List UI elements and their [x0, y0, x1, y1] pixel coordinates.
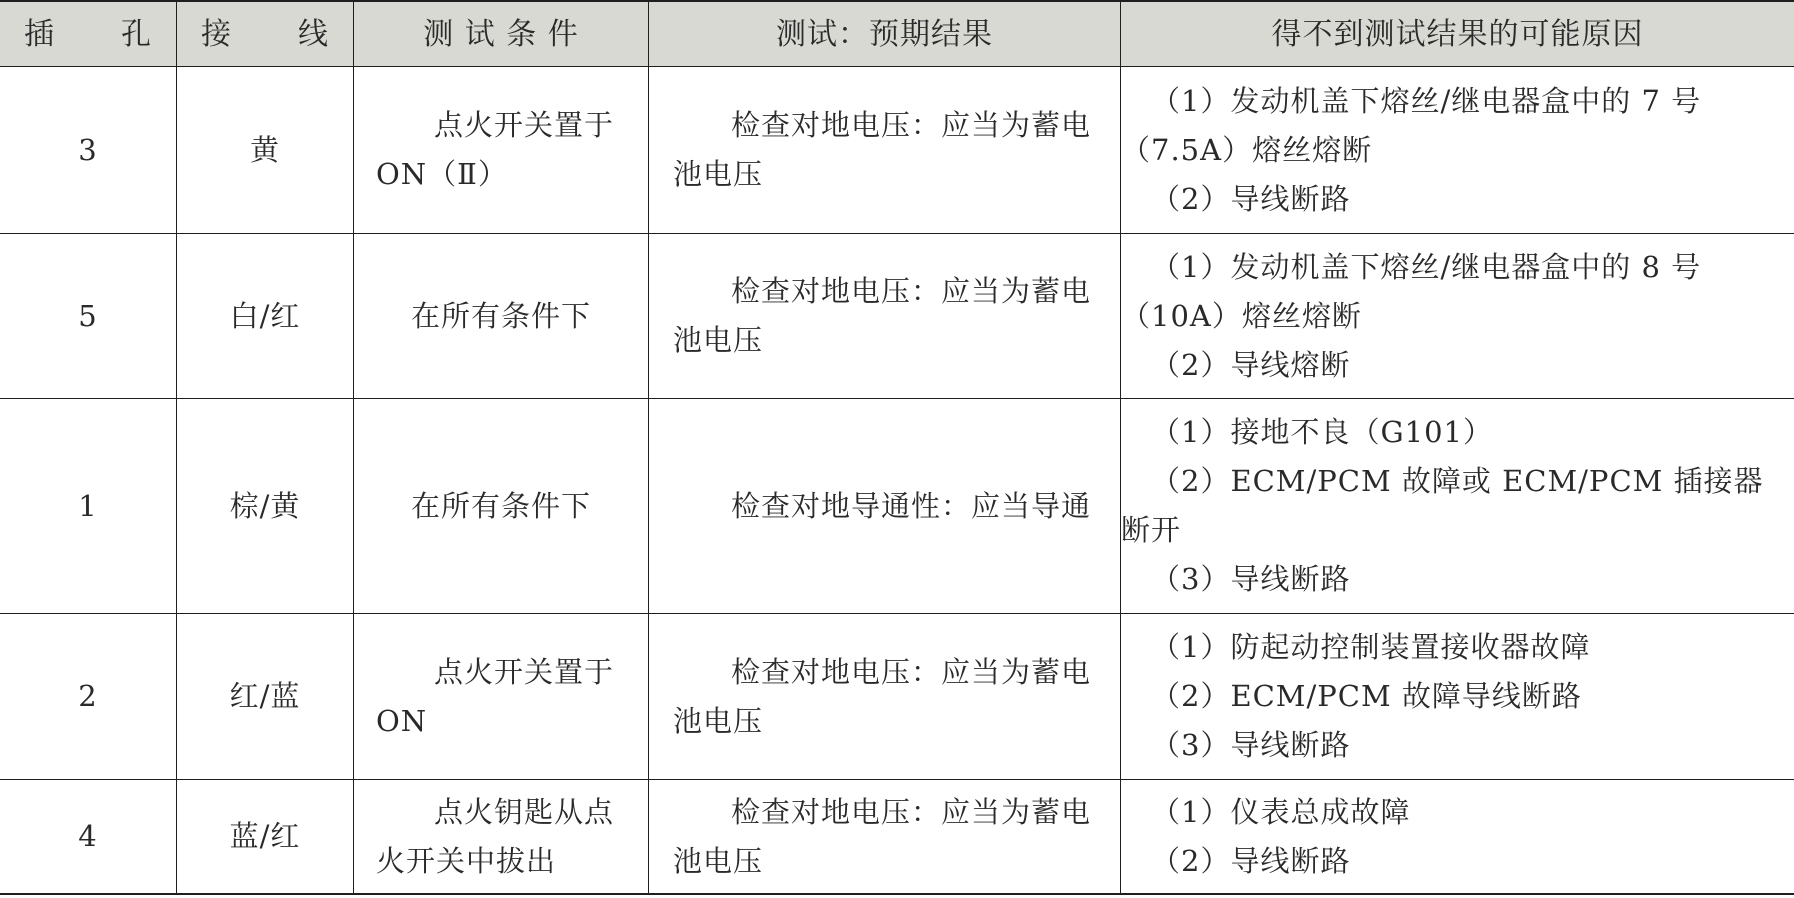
header-pin-char-1: 插: [24, 16, 55, 52]
row-3-expected: [649, 399, 1120, 613]
row-2-causes: [1121, 234, 1794, 398]
row-4-expected: [649, 614, 1120, 779]
row-5-cause-line: （1）仪表总成故障: [1151, 794, 1411, 829]
header-test-condition: 测 试 条 件: [423, 16, 579, 52]
row-5-cause-line: （2）导线断路: [1151, 843, 1351, 878]
row-5-condition-text: 点火钥匙从点火开关中拔出: [376, 794, 615, 878]
row-2-cause-line: （10A）熔丝熔断: [1121, 298, 1362, 333]
row-1-condition-text: 点火开关置于 ON（Ⅱ）: [376, 108, 615, 191]
row-2-pin: 5: [78, 298, 98, 333]
row-3-expected-text: 检查对地导通性：应当导通: [731, 488, 1092, 523]
row-2-condition: 在所有条件下: [410, 298, 591, 333]
row-5-wire: 蓝/红: [229, 819, 301, 853]
row-5-causes: [1121, 780, 1794, 893]
row-1-expected: [649, 67, 1120, 233]
row-3-wire: 棕/黄: [229, 488, 301, 523]
row-2-cause-line: （1）发动机盖下熔丝/继电器盒中的 8 号: [1151, 249, 1702, 284]
row-3-condition: 在所有条件下: [410, 488, 591, 523]
header-wire: [177, 2, 353, 66]
row-2-cause-line: （2）导线熔断: [1151, 347, 1351, 382]
row-4-wire: 红/蓝: [229, 679, 301, 713]
row-4-cause-line: （2）ECM/PCM 故障导线断路: [1151, 679, 1582, 713]
row-1-cause-line: （7.5A）熔丝熔断: [1121, 132, 1373, 167]
row-3-cause-line: 断开: [1121, 513, 1182, 547]
row-2-wire: 白/红: [229, 298, 301, 333]
row-2-expected: [649, 234, 1120, 398]
header-expected-result: 测试：预期结果: [776, 16, 993, 52]
row-4-condition: [354, 614, 648, 779]
row-4-cause-line: （3）导线断路: [1151, 728, 1351, 762]
row-5-expected: [649, 780, 1120, 893]
row-1-condition: [354, 67, 648, 233]
row-1-cause-line: （1）发动机盖下熔丝/继电器盒中的 7 号: [1151, 83, 1702, 118]
row-1-cause-line: （2）导线断路: [1151, 181, 1351, 216]
row-4-pin: 2: [78, 679, 98, 713]
row-4-causes: [1121, 614, 1794, 779]
row-3-cause-line: （1）接地不良（G101）: [1151, 415, 1493, 449]
row-1-causes: [1121, 67, 1794, 233]
row-5-condition: [354, 780, 648, 893]
header-wire-char-2: 线: [298, 16, 329, 52]
row-5-pin: 4: [78, 819, 98, 853]
header-pin-char-2: 孔: [121, 16, 152, 52]
row-1-pin: 3: [78, 132, 98, 167]
row-3-pin: 1: [78, 488, 98, 523]
row-4-expected-text: 检查对地电压：应当为蓄电池电压: [673, 654, 1092, 738]
row-1-expected-text: 检查对地电压：应当为蓄电池电压: [673, 108, 1092, 191]
row-3-cause-line: （3）导线断路: [1151, 562, 1351, 596]
header-possible-causes: 得不到测试结果的可能原因: [1271, 16, 1644, 52]
header-wire-char-1: 接: [201, 16, 232, 52]
row-4-cause-line: （1）防起动控制装置接收器故障: [1151, 630, 1591, 664]
row-1-wire: 黄: [249, 132, 280, 167]
row-2-expected-text: 检查对地电压：应当为蓄电池电压: [673, 274, 1092, 357]
row-3-cause-line: （2）ECM/PCM 故障或 ECM/PCM 插接器: [1151, 464, 1764, 498]
row-4-condition-text: 点火开关置于 ON: [376, 654, 615, 738]
header-pin: [0, 2, 176, 66]
row-5-expected-text: 检查对地电压：应当为蓄电池电压: [673, 794, 1092, 878]
row-3-causes: [1121, 399, 1794, 613]
table-bottom-rule: [0, 893, 1794, 895]
